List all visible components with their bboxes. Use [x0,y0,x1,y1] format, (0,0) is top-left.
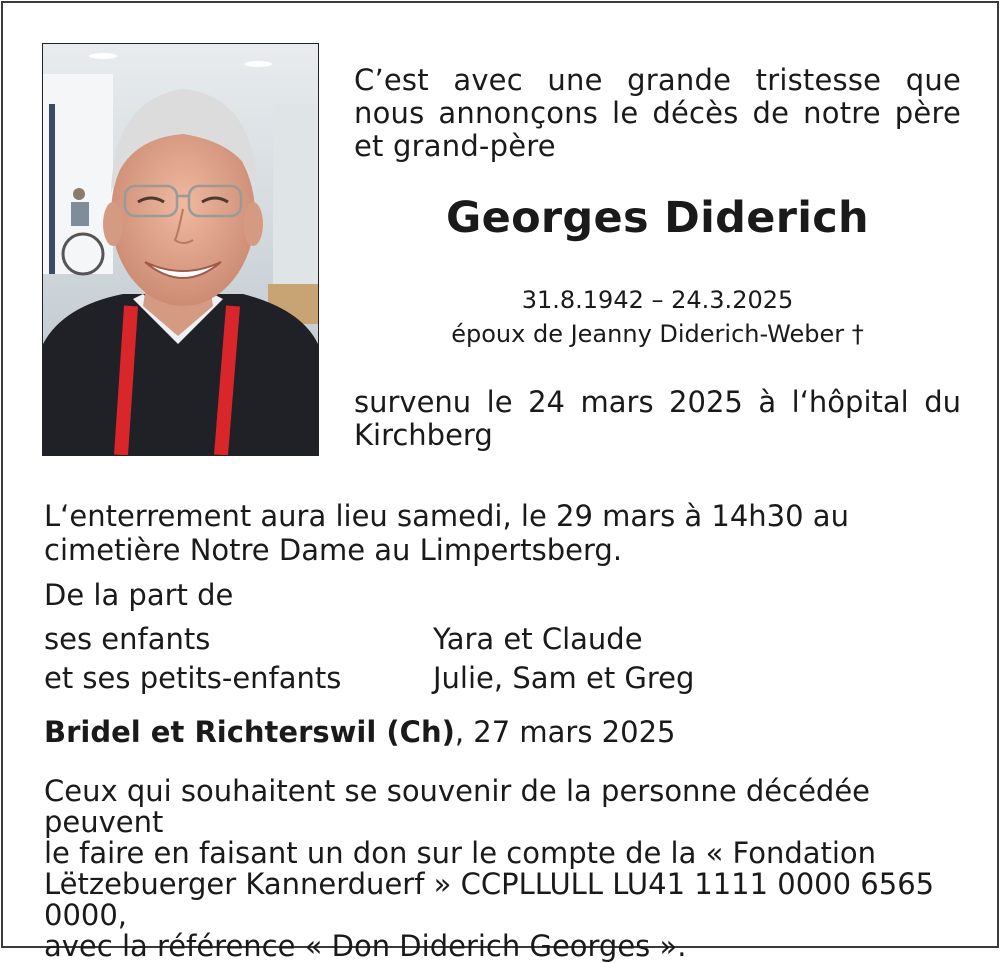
deceased-name: Georges Diderich [446,193,869,243]
burial-line-1: L‘enterrement aura lieu samedi, le 29 mars à 14h30 au [44,499,849,533]
life-details [354,283,961,351]
spouse-line: époux de Jeanny Diderich-Weber † [451,320,864,348]
intro-paragraph: C’est avec une grande tristesse que nous annonçons le décès de notre père et grand-père [354,63,961,163]
death-place-line-1: survenu le 24 mars 2025 à l‘hôpital du [354,385,961,419]
intro-text [354,64,961,163]
burial-text [44,499,954,567]
donation-line: Lëtzebuerger Kannerduerf » CCPLLULL LU41 1111 0000 6565 0000, [44,867,935,932]
life-dates: 31.8.1942 – 24.3.2025 [521,286,794,314]
donation-line: Ceux qui souhaitent se souvenir de la personne décédée peuvent [44,774,871,839]
family-list [44,620,694,698]
donation-text [44,776,959,962]
part-de-label: De la part de [44,578,234,612]
signature-line [44,715,675,749]
signature-date: , 27 mars 2025 [454,715,676,749]
family-row [44,659,694,698]
obituary-notice [1,1,999,963]
donation-line: le faire en faisant un don sur le compte de la « Fondation [44,836,877,870]
family-names: Yara et Claude [433,622,643,656]
donation-line: avec la référence « Don Diderich Georges ». [44,929,687,963]
portrait-photo [42,43,319,456]
family-row [44,620,694,659]
death-place-line-2: Kirchberg [354,418,493,452]
signature-place: Bridel et Richterswil (Ch) [44,715,455,749]
death-place-text [354,386,961,452]
family-relation: ses enfants [44,622,211,656]
family-relation: et ses petits-enfants [44,661,342,695]
family-names: Julie, Sam et Greg [433,661,695,695]
burial-line-2: cimetière Notre Dame au Limpertsberg. [44,533,623,567]
